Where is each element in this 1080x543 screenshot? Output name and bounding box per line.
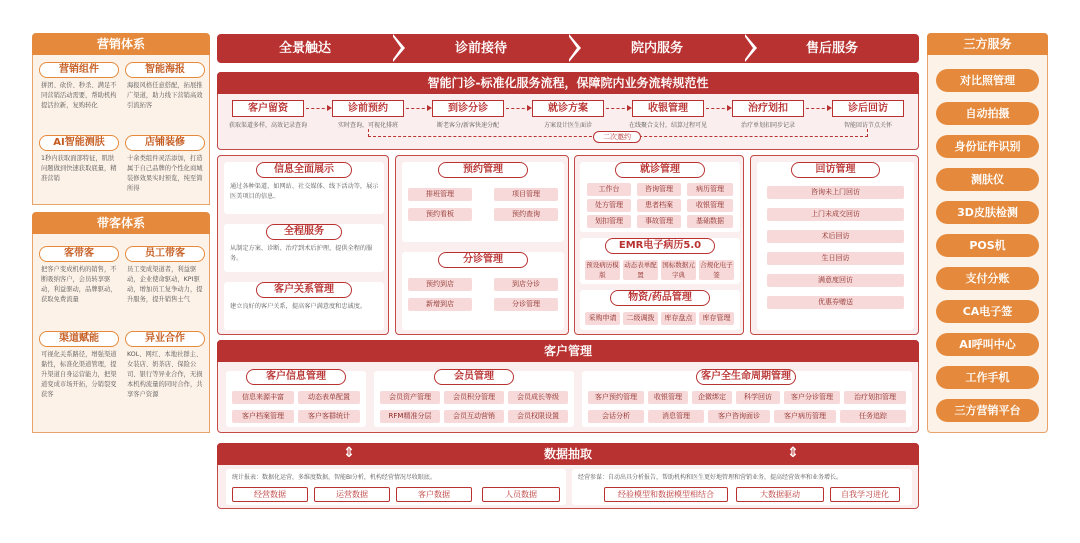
booking-item[interactable]: 预约看板 [408, 208, 472, 221]
clinic-title[interactable]: 就诊管理 [615, 162, 705, 178]
member-item[interactable]: 会员资产管理 [380, 391, 440, 404]
member-title[interactable]: 会员管理 [434, 369, 514, 385]
marketing-card-title[interactable]: 店铺装修 [125, 135, 205, 151]
flow-step[interactable]: 诊前预约 [332, 100, 404, 117]
traffic-card-text: 把客户变成机构的销售，不断吸纳客户，会员转享驱动，利益驱动，品牌驱动，获取免费流量 [41, 266, 117, 303]
lifecycle-title[interactable]: 客户全生命周期管理 [696, 369, 796, 385]
traffic-card-title[interactable]: 渠道赋能 [39, 331, 119, 347]
member-item[interactable]: 会员互动营销 [444, 410, 504, 423]
marketing-title: 营销体系 [32, 33, 210, 55]
flow-step[interactable]: 治疗划扣 [732, 100, 804, 117]
lifecycle-item[interactable]: 客户病历管理 [774, 410, 836, 423]
flow-step-desc: 实时查询，可视化排班 [337, 122, 398, 129]
traffic-card-title[interactable]: 异业合作 [125, 331, 205, 347]
advisor-item[interactable]: 经验模型和数据模型相结合 [604, 487, 728, 502]
arrow-right-icon [306, 108, 330, 109]
arrow-right-icon [406, 108, 430, 109]
triage-item[interactable]: 预约到店 [408, 278, 472, 291]
customer-info-item[interactable]: 客户档案管理 [232, 410, 294, 423]
goods-item[interactable]: 库存盘点 [661, 312, 696, 325]
clinic-item[interactable]: 基础数据 [687, 215, 733, 228]
traffic-card-text: 员工变成渠道者，利益驱动，企业使命驱动，KPI驱动，增加员工复争动力，提升服务，提升销售士气 [127, 266, 203, 303]
traffic-title: 带客体系 [32, 212, 210, 234]
marketing-card-text: 1秒内获取面部特征，肌肤问题做到快速获取底量，精准营销 [41, 155, 117, 182]
traffic-card-text: KOL、网红、本地社群主、女装店、奶茶店、保险公司、银行等异业合作，无损本机构流量的同时合作，共享客户资源 [127, 351, 203, 398]
third-party-item[interactable]: 工作手机 [936, 366, 1039, 389]
member-item[interactable]: 会员积分管理 [444, 391, 504, 404]
flow-step[interactable]: 就诊方案 [532, 100, 604, 117]
traffic-card [125, 331, 207, 400]
marketing-card-title[interactable]: 营销组件 [39, 62, 119, 78]
followup-panel [750, 155, 919, 335]
marketing-card [39, 135, 121, 184]
marketing-card-text: 拼团、砍价、秒杀、满足不同营销活动需要，帮助机构提活拉新，复购转化 [41, 82, 117, 109]
booking-item[interactable]: 项目管理 [494, 188, 558, 201]
clinic-item[interactable]: 事故管理 [637, 215, 681, 228]
marketing-card [39, 62, 121, 111]
flow-step-desc: 断老客分/新客快速分配 [436, 122, 500, 129]
customer-info-item[interactable]: 动态表单配置 [298, 391, 360, 404]
customer-info-item[interactable]: 客户客群统计 [298, 410, 360, 423]
lifecycle-item[interactable]: 客户分诊管理 [784, 391, 840, 404]
arrow-right-icon [506, 108, 530, 109]
flow-step[interactable]: 收银管理 [632, 100, 704, 117]
traffic-body [32, 234, 210, 433]
customer-title: 客户管理 [217, 340, 919, 362]
lifecycle-item[interactable]: 客户预约管理 [588, 391, 644, 404]
customer-management [217, 340, 919, 433]
clinic-item[interactable]: 划扣管理 [587, 215, 631, 228]
data-extraction [217, 443, 919, 509]
third-party-item[interactable]: CA电子签 [936, 300, 1039, 323]
clinic-item[interactable]: 处方管理 [587, 199, 631, 212]
followup-item[interactable]: 术后回访 [767, 230, 904, 243]
flow-step[interactable]: 诊后回访 [832, 100, 904, 117]
traffic-section [32, 212, 210, 433]
triage-item[interactable]: 分诊管理 [494, 298, 558, 311]
crm-text: 建立良好的客户关系，提高客户满意度和忠诚度。 [230, 303, 367, 310]
stage-1[interactable]: 全景触达 [217, 34, 393, 63]
third-party-item[interactable]: 自动拍摄 [936, 102, 1039, 125]
clinic-item[interactable]: 咨询管理 [637, 183, 681, 196]
third-party-item[interactable]: 身份证件识别 [936, 135, 1039, 158]
flow-step-desc: 获取渠道多样，高效记录查询 [228, 122, 307, 129]
info-panel [217, 155, 389, 335]
traffic-card [39, 331, 121, 400]
emr-title[interactable]: EMR电子病历5.0 [605, 238, 715, 254]
third-party-title: 三方服务 [927, 33, 1048, 55]
data-title: 数据抽取 [217, 443, 919, 465]
marketing-card [125, 135, 207, 194]
lifecycle-item[interactable]: 会话分析 [588, 410, 644, 423]
booking-title[interactable]: 预约管理 [438, 162, 528, 178]
marketing-card [125, 62, 207, 111]
goods-item[interactable]: 库存管理 [699, 312, 734, 325]
marketing-body [32, 55, 210, 205]
advisor-item[interactable]: 大数据驱动 [736, 487, 824, 502]
customer-info-title[interactable]: 客户信息管理 [246, 369, 346, 385]
followup-item[interactable]: 满意度回访 [767, 274, 904, 287]
lifecycle-item[interactable]: 消息管理 [648, 410, 704, 423]
third-party-item[interactable]: 支付分账 [936, 267, 1039, 290]
arrow-right-icon [806, 108, 830, 109]
followup-item[interactable]: 咨询未上门回访 [767, 186, 904, 199]
third-party-item[interactable]: POS机 [936, 234, 1039, 257]
lifecycle-item[interactable]: 客户咨询面诊 [708, 410, 770, 423]
flow-step-desc: 方案设计医生面诊 [543, 122, 592, 129]
third-party-item[interactable]: AI呼叫中心 [936, 333, 1039, 356]
customer-info-item[interactable]: 信息来源丰富 [232, 391, 294, 404]
info-title[interactable]: 信息全面展示 [256, 162, 352, 178]
triage-item[interactable]: 新增到店 [408, 298, 472, 311]
service-text: 从制定方案、诊断、治疗到术后护理，提供全程的服务。 [230, 245, 373, 262]
traffic-card-title[interactable]: 员工带客 [125, 246, 205, 262]
service-title[interactable]: 全程服务 [266, 224, 342, 240]
third-party-item[interactable]: 对比照管理 [936, 69, 1039, 92]
flow-step[interactable]: 客户留资 [232, 100, 304, 117]
chevron-right-icon [567, 34, 577, 62]
third-party-section [927, 33, 1048, 433]
updown-arrow-icon: ⇕ [343, 445, 355, 461]
arrow-right-icon [706, 108, 730, 109]
emr-item[interactable]: 合规化电子签 [700, 261, 733, 279]
lifecycle-item[interactable]: 任务追踪 [840, 410, 906, 423]
advisor-text: 经营参谋：自动出具分析报告，帮助机构和医生更好地管理和营销业务，提高经营效率和业务增长。 [578, 474, 843, 481]
clinic-item[interactable]: 收银管理 [687, 199, 733, 212]
service-flow-title: 智能门诊-标准化服务流程，保障院内业务流转规范性 [217, 72, 919, 94]
traffic-card [125, 246, 207, 305]
stage-3[interactable]: 院内服务 [569, 34, 745, 63]
lifecycle-item[interactable]: 收银管理 [648, 391, 688, 404]
booking-panel [395, 155, 569, 335]
triage-item[interactable]: 到店分诊 [494, 278, 558, 291]
triage-title[interactable]: 分诊管理 [438, 252, 528, 268]
flow-step-desc: 智能回访节点关怀 [843, 122, 892, 129]
followup-item[interactable]: 上门未成交回访 [767, 208, 904, 221]
advisor-item[interactable]: 自我学习进化 [830, 487, 900, 502]
lifecycle-item[interactable]: 治疗划扣管理 [844, 391, 906, 404]
clinic-item[interactable]: 患者档案 [637, 199, 681, 212]
followup-item[interactable]: 生日回访 [767, 252, 904, 265]
stats-text: 统计报表：数据化运营，多维度数据，智能BI分析，机构经营情况尽收眼底。 [232, 474, 436, 481]
flow-step[interactable]: 到诊分诊 [432, 100, 504, 117]
chevron-right-icon [743, 34, 753, 62]
booking-item[interactable]: 预约查询 [494, 208, 558, 221]
third-party-item[interactable]: 三方营销平台 [936, 399, 1039, 422]
marketing-card-text: 十余类组件灵活添加，打造属于自己品牌的个性化商城装修效果实时预览，纯至简所得 [127, 155, 203, 192]
marketing-card-title[interactable]: AI智能测肤 [39, 135, 119, 151]
info-text: 通过各种渠道，如网站、社交媒体、线下活动等，展示医美项目的信息。 [230, 183, 379, 200]
loop-label: 二次邀约 [593, 131, 641, 143]
third-party-item[interactable]: 3D皮肤检测 [936, 201, 1039, 224]
stage-4[interactable]: 售后服务 [745, 34, 919, 63]
stage-2[interactable]: 诊前接待 [393, 34, 569, 63]
flow-step-desc: 治疗单划扣同步记录 [740, 122, 795, 129]
emr-item[interactable]: 国标数据元字典 [662, 261, 695, 279]
stats-item[interactable]: 经营数据 [232, 487, 308, 502]
goods-item[interactable]: 二级调拨 [623, 312, 658, 325]
booking-item[interactable]: 排班管理 [408, 188, 472, 201]
crm-title[interactable]: 客户关系管理 [256, 282, 352, 298]
marketing-section [32, 33, 210, 205]
followup-title[interactable]: 回访管理 [791, 162, 880, 178]
service-flow [217, 72, 919, 150]
goods-title[interactable]: 物资/药品管理 [610, 290, 710, 306]
traffic-card-title[interactable]: 客带客 [39, 246, 119, 262]
clinic-item[interactable]: 工作台 [587, 183, 631, 196]
clinic-panel [574, 155, 744, 335]
clinic-item[interactable]: 病历管理 [687, 183, 733, 196]
traffic-card-text: 可视化关系路径，增强渠道黏性，标准化渠道管理，提升渠道自身运营能力，把渠道变成市场开拓，分销裂变获客 [41, 351, 117, 398]
stats-item[interactable]: 运营数据 [314, 487, 390, 502]
followup-item[interactable]: 优惠券赠送 [767, 296, 904, 309]
flow-step-desc: 在线聚合支付，结算过程可见 [628, 122, 707, 129]
member-item[interactable]: RFM精准分层 [380, 410, 440, 423]
chevron-right-icon [391, 34, 401, 62]
traffic-card [39, 246, 121, 305]
member-item[interactable]: 会员权限设置 [508, 410, 568, 423]
member-item[interactable]: 会员成长等级 [508, 391, 568, 404]
third-party-item[interactable]: 测肤仪 [936, 168, 1039, 191]
emr-item[interactable]: 动态表单配置 [624, 261, 657, 279]
updown-arrow-icon: ⇕ [787, 445, 799, 461]
arrow-right-icon [606, 108, 630, 109]
lifecycle-item[interactable]: 科学回访 [736, 391, 780, 404]
goods-item[interactable]: 采购申请 [585, 312, 620, 325]
stats-item[interactable]: 客户数据 [396, 487, 472, 502]
marketing-card-text: 海报风格任意搭配，拓展推广渠道，助力线下营销高效引流拓客 [127, 82, 203, 109]
lifecycle-item[interactable]: 企微绑定 [692, 391, 732, 404]
marketing-card-title[interactable]: 智能海报 [125, 62, 205, 78]
stats-item[interactable]: 人员数据 [482, 487, 560, 502]
emr-item[interactable]: 预设病历模版 [586, 261, 619, 279]
